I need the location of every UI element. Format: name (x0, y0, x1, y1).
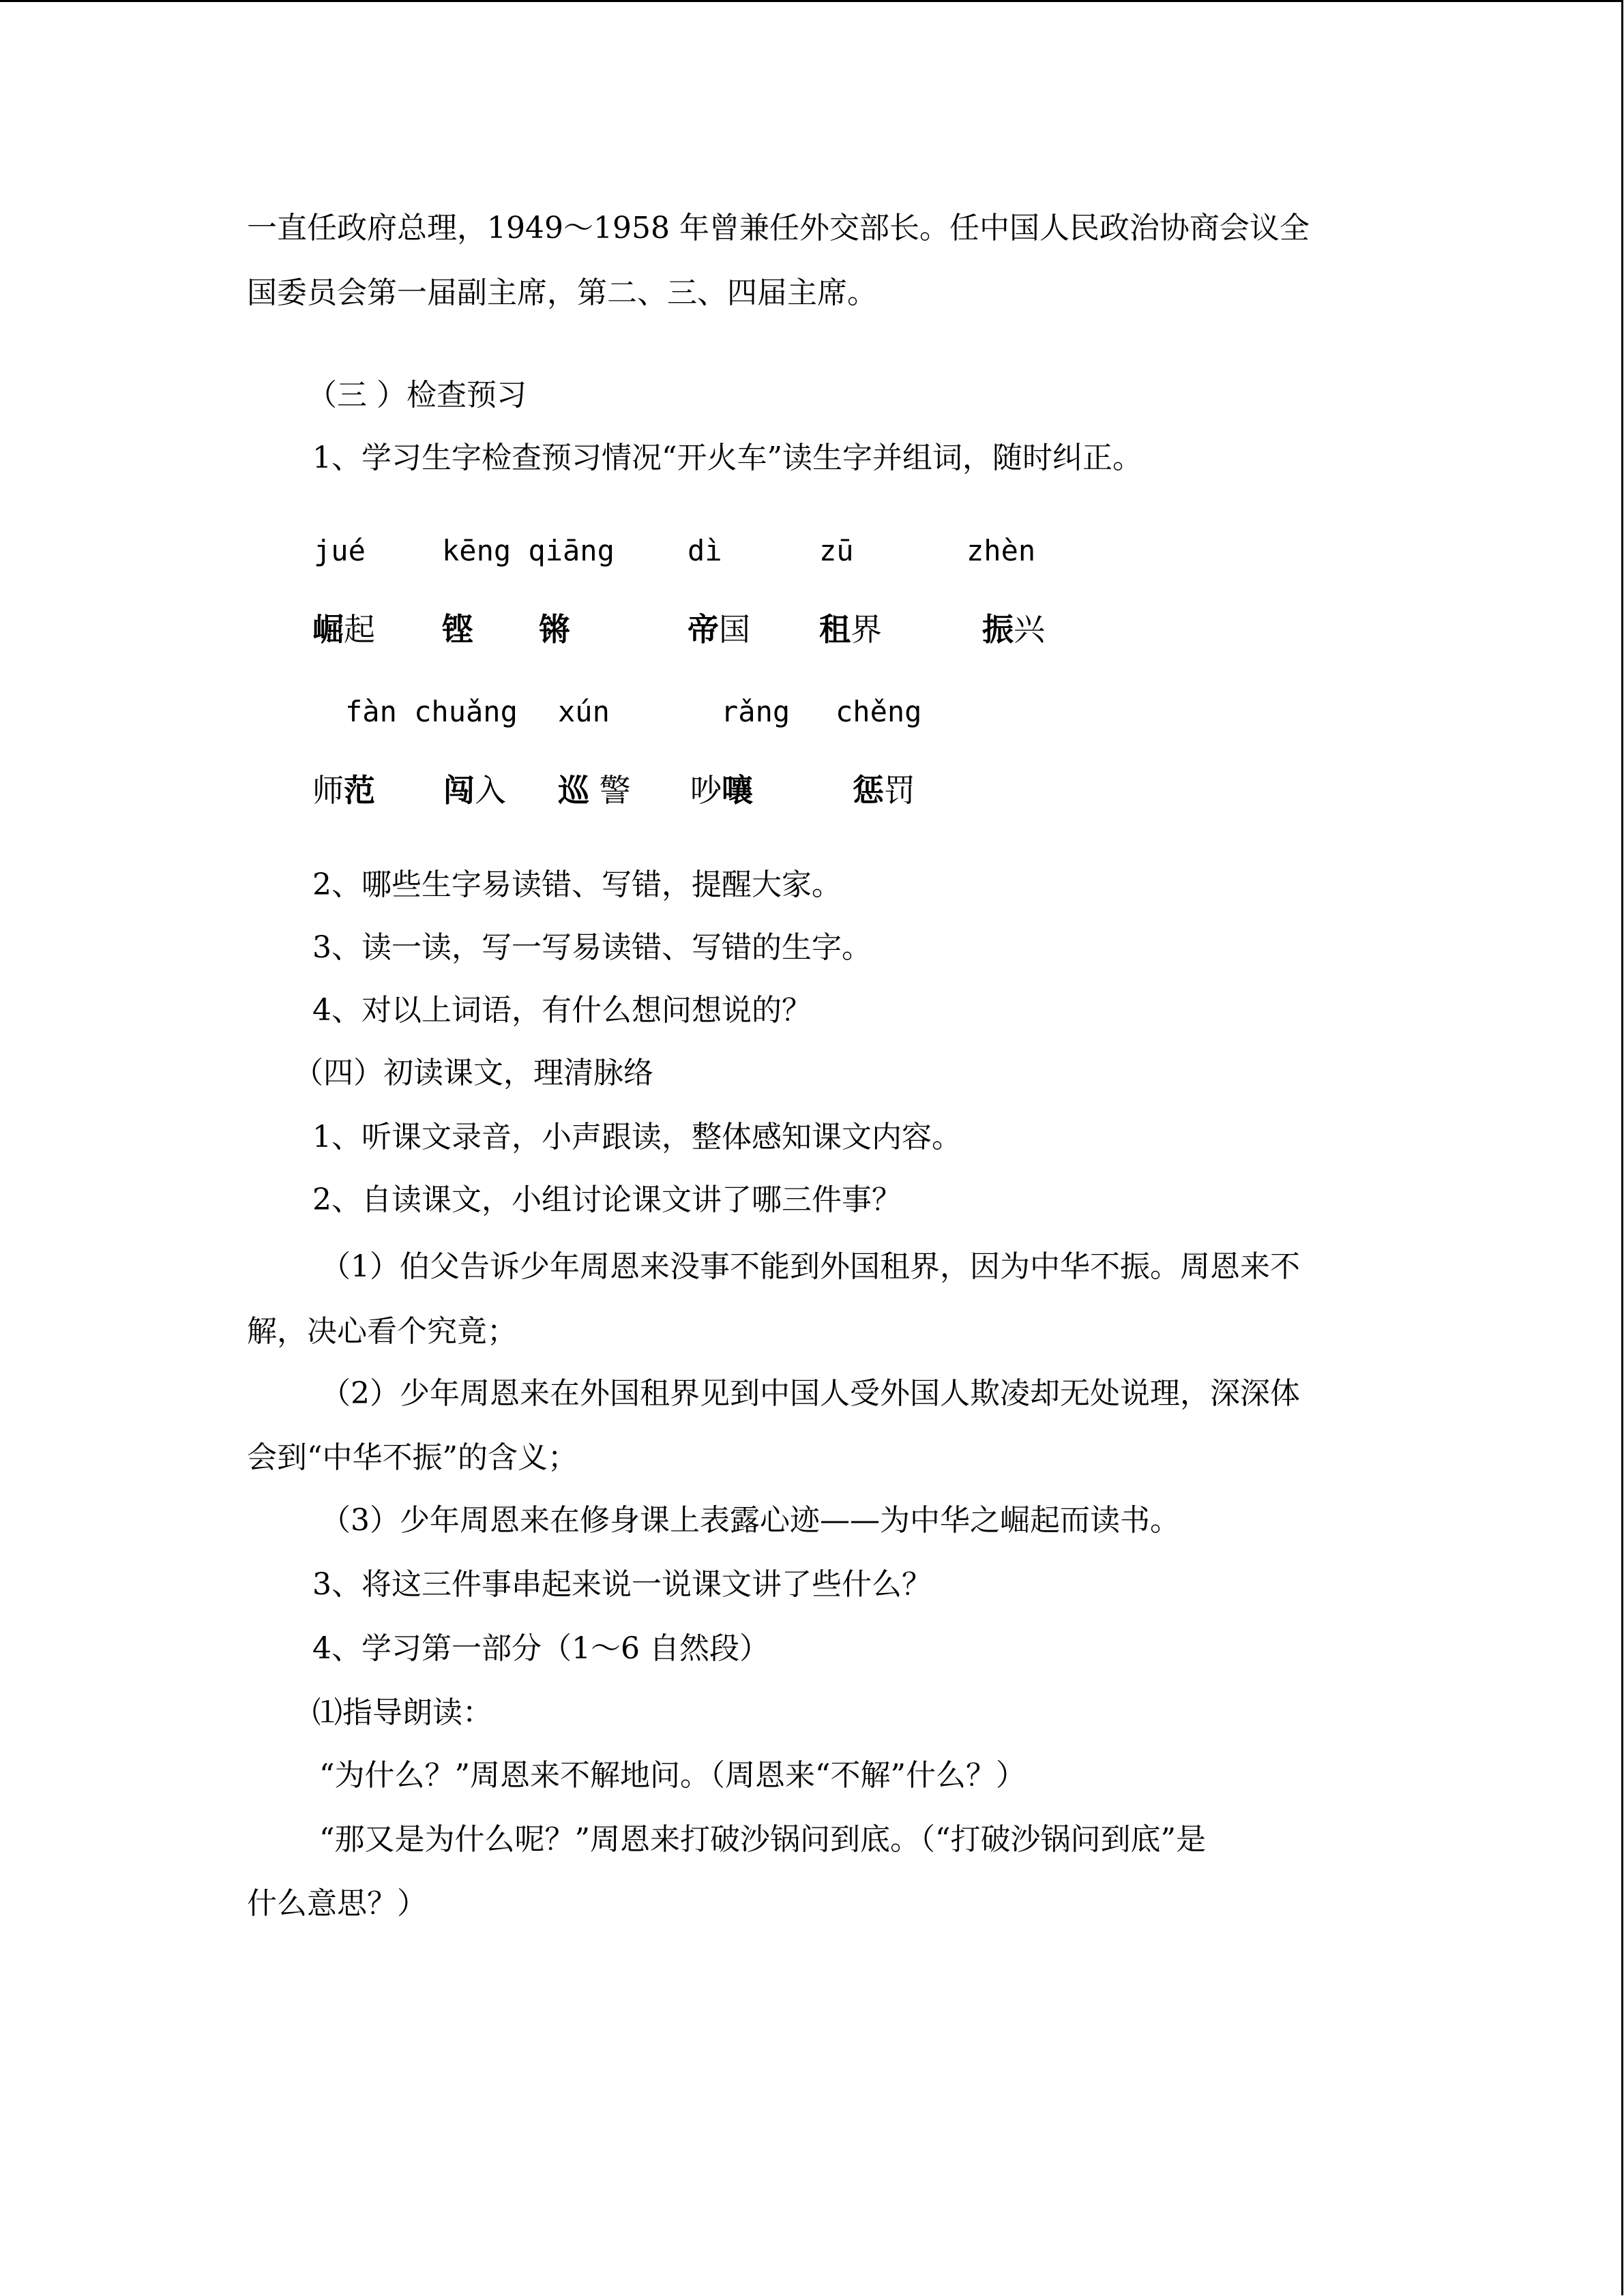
pinyin-label: dì (688, 534, 722, 567)
vocab-word: 铿 (442, 611, 473, 648)
pinyin-label: zū (819, 534, 854, 567)
vocab-word: 租界 (819, 611, 882, 648)
sub-item: （3）少年周恩来在修身课上表露心迹——为中华之崛起而读书。 (321, 1503, 1180, 1538)
list-item: 1、学习生字检查预习情况“开火车”读生字并组词，随时纠正。 (312, 441, 1142, 475)
vocab-word: 振兴 (982, 611, 1045, 648)
body-paragraph-line: 国委员会第一届副主席，第二、三、四届主席。 (247, 275, 877, 310)
vocab-word: 锵 (539, 611, 570, 648)
quote-line: “那又是为什么呢？”周恩来打破沙锅问到底。（“打破沙锅问到底”是 (319, 1822, 1206, 1857)
section-heading: （三 ）检查预习 (307, 378, 527, 413)
pinyin-label: fàn chuǎng (345, 695, 518, 728)
body-paragraph-line: 一直任政府总理，1949～1958 年曾兼任外交部长。任中国人民政治协商会议全 (247, 211, 1310, 245)
vocab-word: 帝国 (688, 611, 750, 648)
sub-item-continuation: 解，决心看个究竟； (247, 1314, 517, 1349)
vocab-word: 师范 (312, 772, 375, 809)
pinyin-label: chěng (836, 695, 922, 728)
pinyin-label: xún (558, 695, 610, 728)
pinyin-label: rǎng (721, 695, 791, 728)
list-item: 1、听课文录音，小声跟读，整体感知课文内容。 (312, 1120, 962, 1154)
list-item: 2、哪些生字易读错、写错，提醒大家。 (312, 867, 842, 902)
quote-line: “为什么？”周恩来不解地问。（周恩来“不解”什么？） (319, 1758, 1026, 1793)
vocab-word: 惩罚 (853, 772, 915, 809)
pinyin-label: kēng qiāng (442, 534, 615, 567)
list-item: 4、学习第一部分（1～6 自然段） (312, 1631, 769, 1666)
pinyin-label: zhèn (966, 534, 1036, 567)
sub-item: （2）少年周恩来在外国租界见到中国人受外国人欺凌却无处说理，深深体 (321, 1376, 1300, 1411)
pinyin-label: jué (314, 534, 366, 567)
list-item: 2、自读课文，小组讨论课文讲了哪三件事？ (312, 1182, 902, 1217)
sub-item-continuation: 会到“中华不振”的含义； (247, 1440, 578, 1475)
sub-item: （1）伯父告诉少年周恩来没事不能到外国租界，因为中华不振。周恩来不 (321, 1249, 1300, 1284)
vocab-word: 巡 警 (558, 772, 631, 809)
sub-heading: ⑴指导朗读： (312, 1695, 492, 1730)
list-item: 3、将这三件事串起来说一说课文讲了些什么？ (312, 1567, 932, 1602)
section-heading: （四）初读课文，理清脉络 (293, 1056, 653, 1090)
list-item: 3、读一读，写一写易读错、写错的生字。 (312, 930, 872, 965)
quote-continuation: 什么意思？） (247, 1886, 427, 1921)
vocab-word: 吵嚷 (690, 772, 753, 809)
vocab-word: 闯入 (443, 772, 506, 809)
list-item: 4、对以上词语，有什么想问想说的？ (312, 993, 812, 1028)
vocab-word: 崛起 (312, 611, 375, 648)
